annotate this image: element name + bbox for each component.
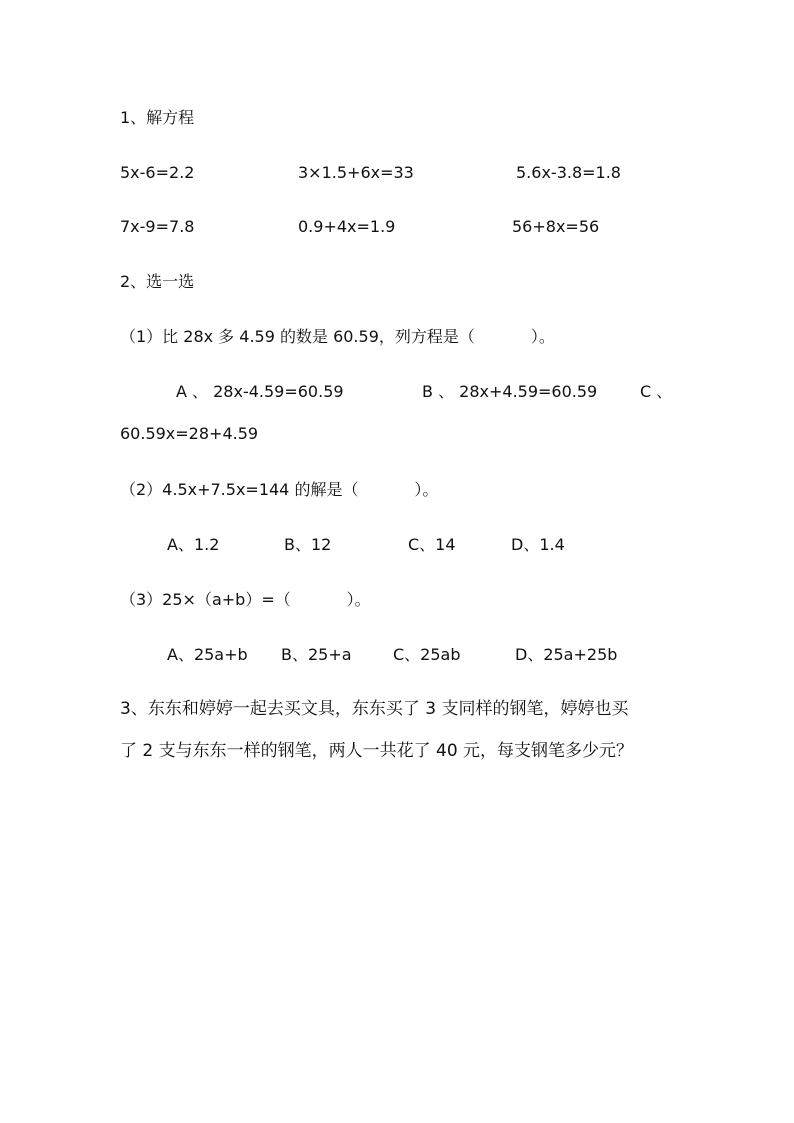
question-3-option-d: D、25a+25b: [515, 645, 618, 664]
equation-5: 0.9+4x=1.9: [298, 217, 396, 236]
equation-2: 3×1.5+6x=33: [298, 163, 414, 182]
equation-1: 5x-6=2.2: [120, 163, 195, 182]
question-2-option-a: A、1.2: [167, 535, 220, 554]
question-2-option-d: D、1.4: [511, 535, 565, 554]
section2-heading: 2、选一选: [120, 272, 195, 291]
equation-4: 7x-9=7.8: [120, 217, 195, 236]
question-2-option-c: C、14: [408, 535, 456, 554]
question-1-stem: （1）比 28x 多 4.59 的数是 60.59，列方程是（ ）。: [120, 327, 555, 346]
question-2-option-b: B、12: [284, 535, 332, 554]
section1-heading: 1、解方程: [120, 108, 195, 127]
equation-3: 5.6x-3.8=1.8: [516, 163, 621, 182]
question-3-option-b: B、25+a: [281, 645, 352, 664]
question-3-option-a: A、25a+b: [167, 645, 248, 664]
question-3-stem: （3）25×（a+b）=（ ）。: [120, 590, 371, 609]
word-problem-line-1: 3、东东和婷婷一起去买文具，东东买了 3 支同样的钢笔，婷婷也买: [120, 699, 629, 719]
question-1-option-b: B 、 28x+4.59=60.59: [422, 382, 598, 401]
question-2-stem: （2）4.5x+7.5x=144 的解是（ ）。: [120, 480, 439, 499]
equation-6: 56+8x=56: [512, 217, 600, 236]
question-1-option-a: A 、 28x-4.59=60.59: [176, 382, 344, 401]
question-1-option-c-wrap: 60.59x=28+4.59: [120, 424, 259, 443]
question-1-option-c: C 、: [640, 382, 673, 401]
question-3-option-c: C、25ab: [393, 645, 461, 664]
word-problem-line-2: 了 2 支与东东一样的钢笔，两人一共花了 40 元，每支钢笔多少元？: [120, 741, 634, 761]
